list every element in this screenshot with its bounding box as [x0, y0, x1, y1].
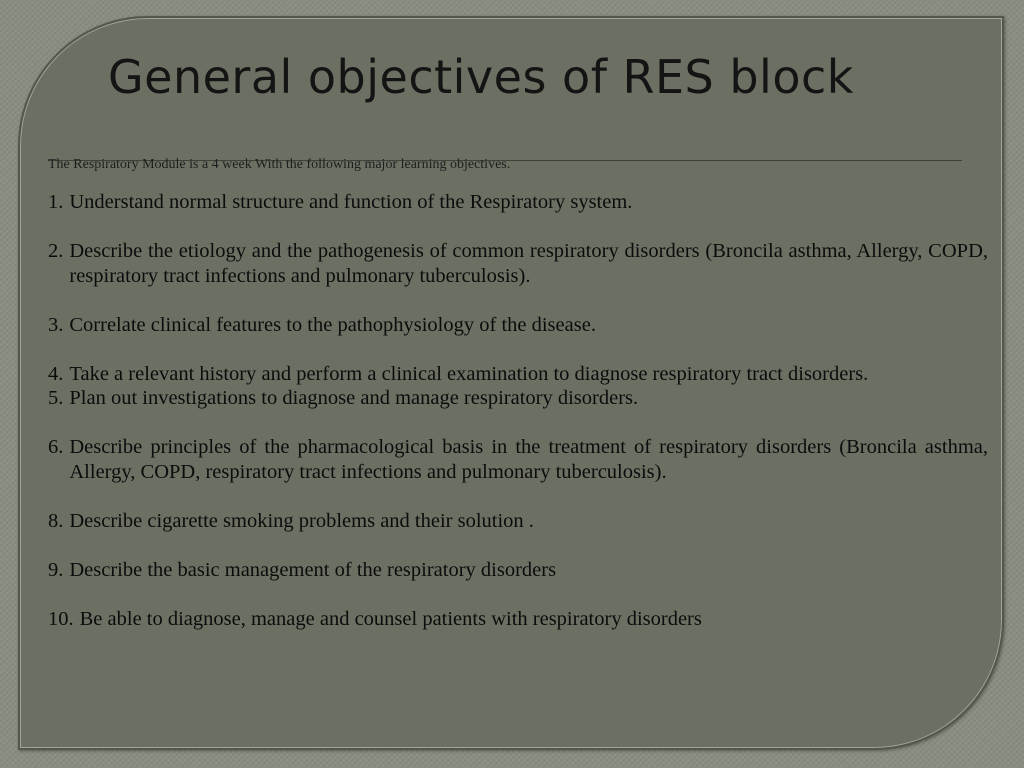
objective-item-4	[48, 362, 988, 387]
objective-item-10	[48, 607, 988, 632]
slide-subtitle: The Respiratory Module is a 4 week With the following major learning objectives.	[48, 157, 511, 172]
objective-text: Describe principles of the pharmacological basis in the treatment of respiratory disorders (Broncila asthma, Allergy, COPD, respiratory tract infections and pulmonary tuberculosis).	[69, 436, 988, 483]
objective-item-3	[48, 313, 988, 338]
objective-number: 4.	[48, 362, 64, 385]
objective-number: 6.	[48, 436, 64, 458]
objective-text: Describe the basic management of the respiratory disorders	[69, 558, 557, 581]
objective-number: 5.	[48, 387, 64, 409]
objective-item-5	[48, 386, 988, 411]
objective-item-2	[48, 239, 988, 288]
objective-text: Describe the etiology and the pathogenesis of common respiratory disorders (Broncila asthma, Allergy, COPD, respiratory tract infections and pulmonary tuberculosis).	[69, 240, 988, 287]
objective-number: 3.	[48, 313, 64, 336]
objective-number: 9.	[48, 558, 64, 581]
objective-text: Describe cigarette smoking problems and their solution .	[69, 509, 534, 532]
slide-title: General objectives of RES block	[108, 50, 854, 104]
objective-item-9	[48, 558, 988, 583]
objective-text: Correlate clinical features to the pathophysiology of the disease.	[69, 313, 596, 336]
objective-text: Be able to diagnose, manage and counsel patients with respiratory disorders	[79, 607, 702, 630]
objective-item-8	[48, 509, 988, 534]
objective-number: 8.	[48, 509, 64, 532]
objective-text: Understand normal structure and function of the Respiratory system.	[69, 191, 633, 213]
objective-number: 10.	[48, 607, 74, 630]
objective-number: 1.	[48, 191, 64, 213]
objective-number: 2.	[48, 240, 64, 262]
objective-item-6	[48, 435, 988, 484]
objective-text: Plan out investigations to diagnose and manage respiratory disorders.	[69, 387, 639, 409]
objective-item-1	[48, 190, 988, 215]
objective-text: Take a relevant history and perform a clinical examination to diagnose respiratory tract disorders.	[69, 362, 869, 385]
objectives-list	[48, 190, 988, 631]
